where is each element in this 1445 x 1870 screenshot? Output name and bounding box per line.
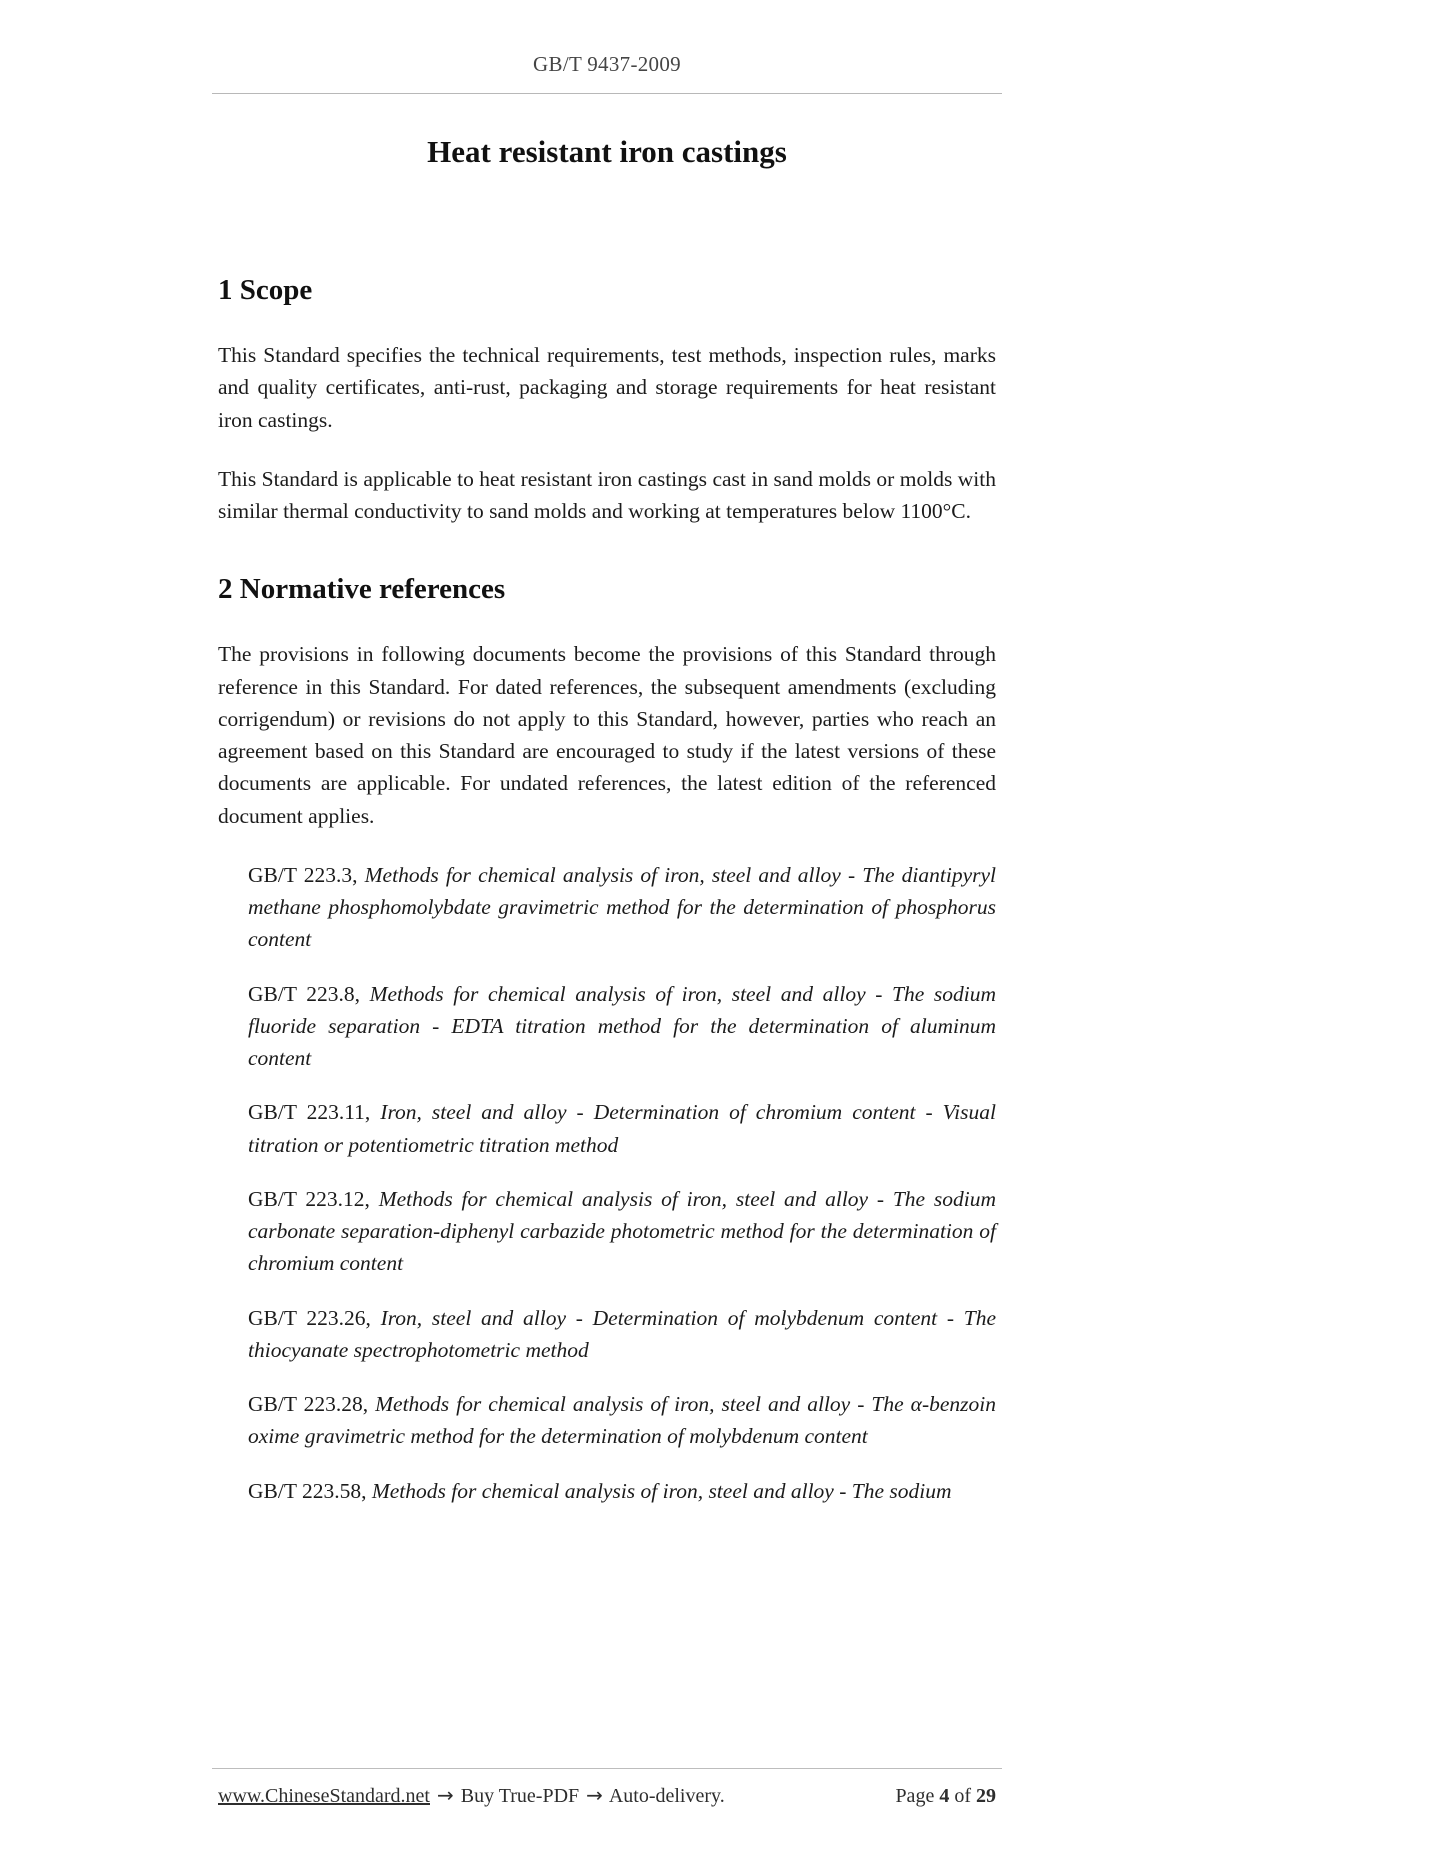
reference-item — [248, 1096, 996, 1161]
reference-item — [248, 859, 996, 956]
footer-source-line — [218, 1783, 725, 1808]
total-page-number: 29 — [976, 1785, 996, 1807]
reference-code: GB/T 223.26, — [248, 1305, 371, 1330]
reference-code: GB/T 223.28, — [248, 1392, 369, 1416]
reference-title: Methods for chemical analysis of iron, steel and alloy - The sodium — [371, 1478, 952, 1503]
normative-references-intro: The provisions in following documents become the provisions of this Standard through reference in this Standard. For dated references, the subsequent amendments (excluding corrigendum) or revisions do not apply to this Standard, however, parties who reach an agreement based on this Standard are encouraged to study if the latest versions of these documents are applicable. For undated references, the latest edition of the referenced document applies. — [218, 642, 996, 828]
reference-item — [248, 1475, 996, 1507]
reference-title: Methods for chemical analysis of iron, steel and alloy - The sodium fluoride separation - EDTA titration method for the determination of aluminum content — [248, 981, 997, 1070]
section-heading-normative-references: 2 Normative references — [218, 573, 506, 606]
reference-code: GB/T 223.3, — [248, 862, 358, 887]
document-title: Heat resistant iron castings — [427, 134, 787, 169]
header-doc-code: GB/T 9437-2009 — [533, 52, 681, 76]
reference-item — [248, 978, 996, 1075]
scope-paragraph-2: This Standard is applicable to heat resistant iron castings cast in sand molds or molds with similar thermal conductivity to sand molds and working at temperatures below 1100°C. — [218, 466, 996, 523]
reference-item — [248, 1302, 996, 1367]
reference-title: Iron, steel and alloy - Determination of chromium content - Visual titration or potentiometric titration method — [248, 1100, 996, 1157]
reference-code: GB/T 223.58, — [248, 1478, 367, 1503]
arrow-right-icon: → — [586, 1783, 603, 1807]
reference-item — [248, 1388, 996, 1453]
page-indicator — [895, 1785, 996, 1808]
arrow-right-icon: → — [437, 1783, 454, 1807]
reference-code: GB/T 223.12, — [248, 1186, 370, 1211]
footer-buy-text: Buy True-PDF — [460, 1785, 580, 1807]
reference-title: Methods for chemical analysis of iron, steel and alloy - The sodium carbonate separation-diphenyl carbazide photometric method for the determination of chromium content — [248, 1186, 997, 1276]
reference-code: GB/T 223.8, — [248, 981, 360, 1006]
reference-title: Methods for chemical analysis of iron, steel and alloy - The α-benzoin oxime gravimetric method for the determination of molybdenum content — [248, 1392, 996, 1449]
section-heading-scope: 1 Scope — [218, 274, 313, 306]
footer-website-link[interactable]: www.ChineseStandard.net — [218, 1785, 430, 1807]
footer-delivery-text: Auto-delivery. — [608, 1785, 725, 1807]
page-content — [218, 0, 996, 1529]
page-word: Page — [895, 1785, 935, 1807]
of-word: of — [954, 1785, 971, 1807]
current-page-number: 4 — [939, 1785, 950, 1807]
reference-title: Methods for chemical analysis of iron, steel and alloy - The diantipyryl methane phosphomolybdate gravimetric method for the determination of phosphorus content — [248, 862, 996, 952]
reference-title: Iron, steel and alloy - Determination of molybdenum content - The thiocyanate spectrophotometric method — [248, 1305, 996, 1362]
reference-code: GB/T 223.11, — [248, 1100, 371, 1125]
scope-paragraph-1: This Standard specifies the technical requirements, test methods, inspection rules, marks and quality certificates, anti-rust, packaging and storage requirements for heat resistant iron castings. — [218, 343, 996, 432]
header-rule — [212, 93, 1002, 94]
reference-item — [248, 1183, 996, 1280]
page-footer — [212, 1768, 1002, 1808]
footer-rule — [212, 1768, 1002, 1769]
